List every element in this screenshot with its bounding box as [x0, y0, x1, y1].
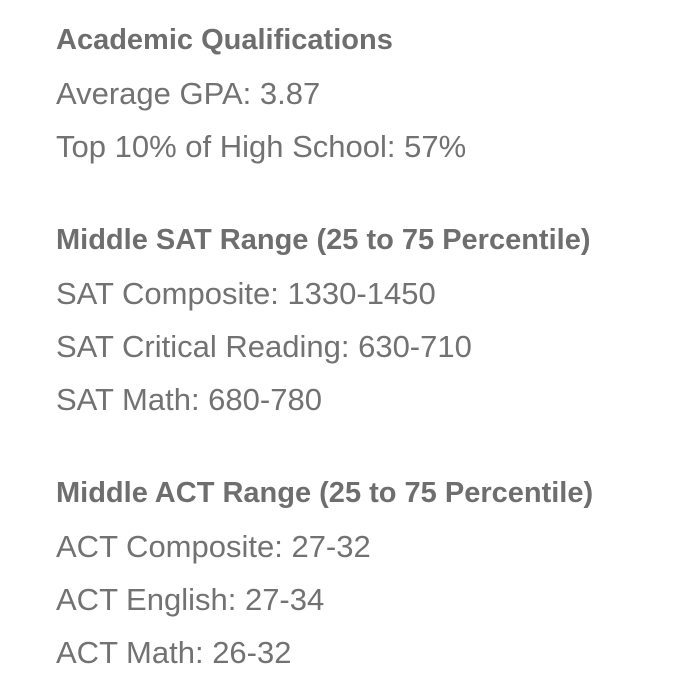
- sat-range-section: [56, 214, 671, 426]
- act-composite-text: ACT Composite: 27-32: [56, 529, 371, 564]
- act-range-section: [56, 467, 671, 679]
- act-range-heading: Middle ACT Range (25 to 75 Percentile): [56, 477, 594, 509]
- qualifications-content: [56, 0, 671, 679]
- average-gpa-text: Average GPA: 3.87: [56, 76, 321, 111]
- academic-qualifications-heading: Academic Qualifications: [56, 24, 393, 56]
- sat-math-text: SAT Math: 680-780: [56, 382, 322, 417]
- sat-critical-reading-text: SAT Critical Reading: 630-710: [56, 329, 472, 364]
- sat-range-heading: Middle SAT Range (25 to 75 Percentile): [56, 224, 591, 256]
- sat-composite-text: SAT Composite: 1330-1450: [56, 276, 436, 311]
- act-math-text: ACT Math: 26-32: [56, 635, 292, 670]
- top-10-percent-text: Top 10% of High School: 57%: [56, 129, 467, 164]
- academic-qualifications-section: [56, 14, 671, 173]
- act-english-text: ACT English: 27-34: [56, 582, 325, 617]
